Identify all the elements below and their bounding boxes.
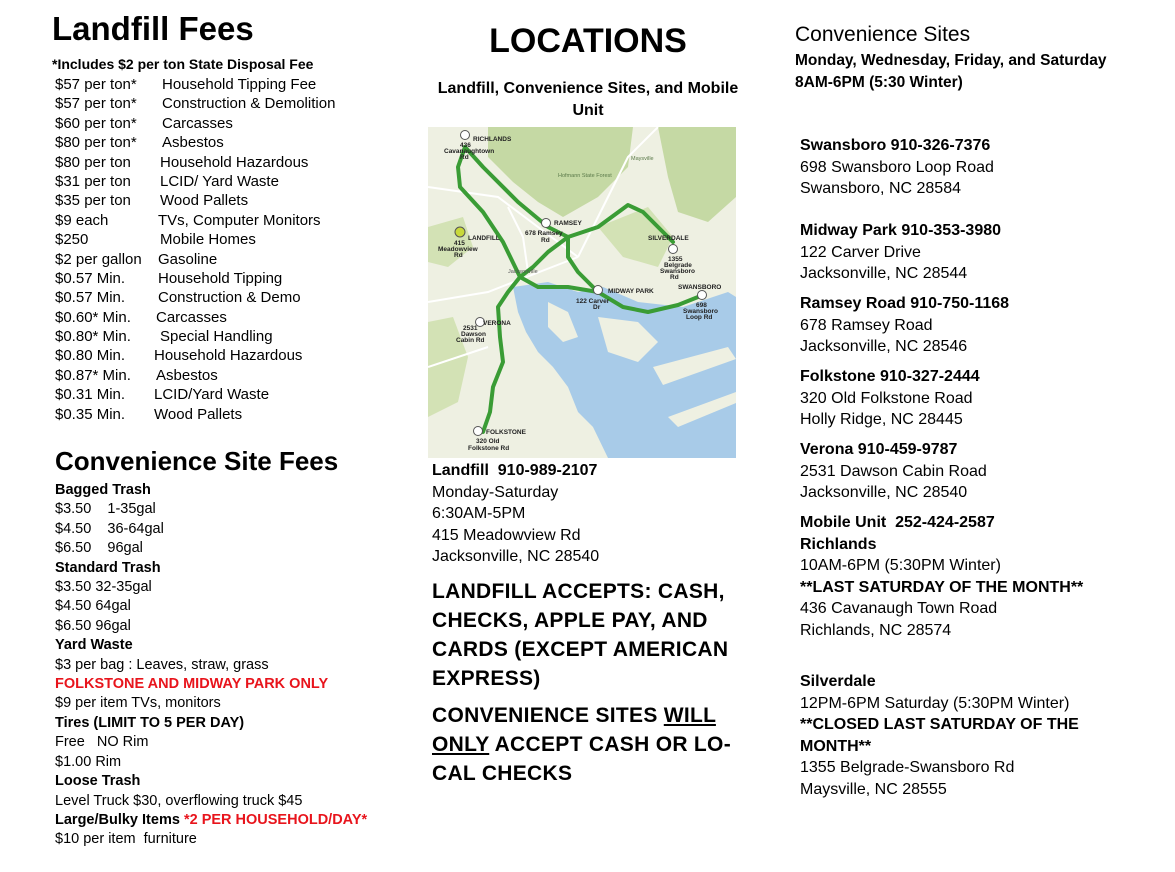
fee-description: Wood Pallets xyxy=(160,192,249,210)
fee-description: TVs, Computer Monitors xyxy=(158,211,321,229)
site-head: Verona 910-459-9787 xyxy=(800,441,958,458)
fee-row xyxy=(52,366,392,385)
fee-row xyxy=(52,114,392,133)
map-label: 698 xyxy=(696,302,707,309)
mobile-unit-phone: Mobile Unit 252-424-2587 xyxy=(800,514,995,531)
map-label: 122 Carver xyxy=(576,298,610,305)
site-block xyxy=(800,135,994,200)
mobile-unit-block xyxy=(800,512,1170,641)
map-label: Rd xyxy=(454,252,463,259)
yard-waste-title: Yard Waste xyxy=(55,637,133,654)
landfill-payment-notice: LANDFILL ACCEPTS: CASH, CHECKS, APPLE PAY, AND CARDS (EXCEPT AMERICAN EXPRESS) xyxy=(432,580,729,690)
map-label: 2531 xyxy=(463,325,478,332)
ramsey-marker xyxy=(542,219,551,228)
map-label: Rd xyxy=(541,237,550,244)
site-city: Jacksonville, NC 28544 xyxy=(800,265,968,282)
fee-description: Construction & Demo xyxy=(158,289,301,307)
fee-row xyxy=(52,269,392,288)
fee-row xyxy=(52,191,392,210)
silverdale-title: Silverdale xyxy=(800,673,876,690)
midway-marker xyxy=(594,286,603,295)
fee-price: $80 per ton* xyxy=(55,134,137,152)
fee-row xyxy=(52,385,392,404)
silverdale-note: **CLOSED LAST SATURDAY OF THE MONTH** xyxy=(800,716,1079,755)
fee-row xyxy=(52,172,392,191)
silverdale-marker xyxy=(669,245,678,254)
fee-description: Wood Pallets xyxy=(154,405,243,423)
convenience-fees xyxy=(55,446,395,850)
fee-row xyxy=(52,308,392,327)
map-label: Dr xyxy=(593,304,601,311)
landfill-fee-list xyxy=(52,75,392,424)
fee-price: $31 per ton xyxy=(55,172,131,190)
swansboro-marker xyxy=(698,291,707,300)
bagged-row: $4.50 36-64gal xyxy=(55,520,164,537)
conv-notice-only: ONLY xyxy=(432,733,490,756)
fee-price: $0.57 Min. xyxy=(55,269,126,287)
map-label: Rd xyxy=(670,274,679,281)
bagged-trash-title: Bagged Trash xyxy=(55,482,151,498)
richlands-title: Richlands xyxy=(800,535,877,553)
site-block xyxy=(800,293,1009,358)
map-label-verona: VERONA xyxy=(483,320,511,327)
fee-price: $57 per ton* xyxy=(55,76,137,93)
fee-row xyxy=(52,133,392,152)
conv-notice-part1: CONVENIENCE SITES xyxy=(432,704,664,727)
fee-price: $57 per ton* xyxy=(55,95,137,113)
landfill-phone: Landfill 910-989-2107 xyxy=(432,462,598,479)
site-city: Jacksonville, NC 28546 xyxy=(800,338,968,355)
map-label: Meadowview xyxy=(438,246,478,253)
yard-waste-note: FOLKSTONE AND MIDWAY PARK ONLY xyxy=(55,676,329,693)
map-label-ramsey: RAMSEY xyxy=(554,220,582,227)
map-label: Loop Rd xyxy=(686,314,713,321)
map-label: 1355 xyxy=(668,256,683,263)
folkstone-marker xyxy=(474,427,483,436)
fee-row xyxy=(52,327,392,346)
fee-price: $60 per ton* xyxy=(55,114,137,132)
fee-price: $80 per ton xyxy=(55,153,131,171)
landfill-city: Jacksonville, NC 28540 xyxy=(432,548,600,565)
fee-row xyxy=(52,153,392,172)
bagged-row: $6.50 96gal xyxy=(55,540,143,557)
fee-description: Household Hazardous xyxy=(154,347,303,365)
tires-title: Tires (LIMIT TO 5 PER DAY) xyxy=(55,714,245,731)
fee-description: LCID/Yard Waste xyxy=(154,386,270,404)
bulky-items-title: Large/Bulky Items xyxy=(55,811,180,828)
site-addr: 678 Ramsey Road xyxy=(800,316,933,334)
standard-trash-title: Standard Trash xyxy=(55,559,161,576)
map-label: Belgrade xyxy=(664,262,692,269)
fee-price: $0.57 Min. xyxy=(55,289,126,307)
landfill-info xyxy=(432,460,752,568)
map-label-jacksonville: Jacksonville xyxy=(508,269,538,275)
site-addr: 698 Swansboro Loop Road xyxy=(800,158,994,176)
site-city: Swansboro, NC 28584 xyxy=(800,180,961,197)
bulky-items-note: *2 PER HOUSEHOLD/DAY* xyxy=(183,811,368,828)
map-label: Swansboro xyxy=(660,268,696,275)
map-label: 436 xyxy=(460,142,471,149)
site-block xyxy=(800,220,1001,285)
map-label-hofmann: Hofmann State Forest xyxy=(558,173,612,179)
map-label: Cabin Rd xyxy=(456,337,485,344)
locations-title: LOCATIONS xyxy=(489,22,687,60)
fee-price: $0.60* Min. xyxy=(55,308,131,326)
richlands-hours: 10AM-6PM (5:30PM Winter) xyxy=(800,557,1001,574)
map-label: Cavanaughtown xyxy=(444,148,495,155)
yard-waste-price: $3 per bag : Leaves, straw, grass xyxy=(55,656,269,673)
fee-description: Household Hazardous xyxy=(160,153,309,171)
map-label-landfill: LANDFILL xyxy=(468,235,500,242)
fee-price: $2 per gallon xyxy=(55,250,142,268)
richlands-city: Richlands, NC 28574 xyxy=(800,621,952,639)
fee-description: LCID/ Yard Waste xyxy=(160,172,279,190)
landfill-fees-title: Landfill Fees xyxy=(52,10,254,47)
silverdale-hours: 12PM-6PM Saturday (5:30PM Winter) xyxy=(800,694,1070,712)
map-label: 320 Old xyxy=(476,438,500,445)
richlands-address: 436 Cavanaugh Town Road xyxy=(800,600,998,617)
fee-row xyxy=(52,211,392,230)
site-head: Midway Park 910-353-3980 xyxy=(800,222,1002,239)
map-label-silverdale: SILVERDALE xyxy=(648,235,689,242)
tires-row: $1.00 Rim xyxy=(55,753,122,770)
landfill-address: 415 Meadowview Rd xyxy=(432,526,581,544)
convenience-sites-title: Convenience Sites xyxy=(795,23,971,46)
standard-row: $4.50 64gal xyxy=(55,598,131,615)
fee-price: $0.87* Min. xyxy=(55,366,131,384)
standard-row: $6.50 96gal xyxy=(55,617,131,634)
tires-row: Free NO Rim xyxy=(55,734,149,751)
fee-description: Asbestos xyxy=(156,366,218,384)
fee-row xyxy=(52,94,392,113)
landfill-days: Monday-Saturday xyxy=(432,483,559,501)
map-label-swansboro: SWANSBORO xyxy=(678,284,722,291)
fee-price: $0.35 Min. xyxy=(55,405,126,423)
site-addr: 320 Old Folkstone Road xyxy=(800,389,973,407)
loose-trash-price: Level Truck $30, overflowing truck $45 xyxy=(55,792,303,809)
site-addr: 122 Carver Drive xyxy=(800,243,921,261)
convenience-payment-notice xyxy=(432,701,757,788)
silverdale-city: Maysville, NC 28555 xyxy=(800,780,947,798)
fee-description: Special Handling xyxy=(160,328,273,346)
map-label: 415 xyxy=(454,240,465,247)
convenience-sites-hours: 8AM-6PM (5:30 Winter) xyxy=(795,74,963,91)
convenience-sites-days: Monday, Wednesday, Friday, and Saturday xyxy=(795,52,1107,69)
site-block xyxy=(800,366,980,431)
fee-row xyxy=(52,250,392,269)
site-head: Ramsey Road 910-750-1168 xyxy=(800,295,1010,312)
fee-description: Carcasses xyxy=(162,114,233,132)
fee-price: $250 xyxy=(55,231,89,249)
standard-row: $3.50 32-35gal xyxy=(55,579,152,596)
map-label-richlands: RICHLANDS xyxy=(473,136,512,143)
fee-description: Household Tipping xyxy=(158,269,283,287)
map-label: Folkstone Rd xyxy=(468,445,510,452)
loose-trash-title: Loose Trash xyxy=(55,773,141,790)
richlands-marker xyxy=(461,131,470,140)
bulky-items-price: $10 per item furniture xyxy=(55,831,197,848)
fee-row xyxy=(52,288,392,307)
site-city: Holly Ridge, NC 28445 xyxy=(800,411,963,428)
fee-row xyxy=(52,75,392,94)
fee-price: $9 each xyxy=(55,211,109,229)
fee-description: Asbestos xyxy=(162,134,224,152)
site-head: Swansboro 910-326-7376 xyxy=(800,137,991,154)
state-fee-note: *Includes $2 per ton State Disposal Fee xyxy=(52,56,314,72)
conv-notice-part2: ACCEPT CASH OR LO-CAL CHECKS xyxy=(432,733,731,785)
map-label: Rd xyxy=(460,154,469,161)
fee-row xyxy=(52,346,392,365)
fee-description: Gasoline xyxy=(158,250,218,268)
bulky-items-line xyxy=(55,811,395,830)
fee-row xyxy=(52,405,392,424)
site-head: Folkstone 910-327-2444 xyxy=(800,368,980,385)
map-label: 678 Ramsey xyxy=(525,230,563,237)
site-block xyxy=(800,439,987,504)
site-addr: 2531 Dawson Cabin Road xyxy=(800,462,987,480)
tv-price: $9 per item TVs, monitors xyxy=(55,695,221,712)
map-label-folkstone: FOLKSTONE xyxy=(486,429,526,436)
silverdale-address: 1355 Belgrade-Swansboro Rd xyxy=(800,759,1015,776)
map-label: Swansboro xyxy=(683,308,719,315)
locations-subtitle: Landfill, Convenience Sites, and Mobile Unit xyxy=(437,80,739,119)
fee-description: Carcasses xyxy=(156,308,227,326)
map-label-maysville: Maysville xyxy=(631,156,654,162)
fee-description: Household Tipping Fee xyxy=(162,76,317,93)
fee-row xyxy=(52,230,392,249)
bagged-row: $3.50 1-35gal xyxy=(55,501,156,518)
fee-price: $0.80 Min. xyxy=(55,347,126,365)
landfill-hours: 6:30AM-5PM xyxy=(432,505,526,522)
landfill-marker xyxy=(455,227,465,237)
map-label-midway: MIDWAY PARK xyxy=(608,288,654,295)
site-city: Jacksonville, NC 28540 xyxy=(800,484,968,501)
fee-price: $0.80* Min. xyxy=(55,328,131,346)
locations-map xyxy=(428,127,736,458)
conv-notice-will: WILL xyxy=(663,704,716,727)
map-label: Dawson xyxy=(461,331,486,338)
convenience-fees-title: Convenience Site Fees xyxy=(55,446,339,476)
fee-price: $35 per ton xyxy=(55,192,131,210)
silverdale-block xyxy=(800,671,1100,800)
fee-description: Mobile Homes xyxy=(160,231,256,249)
fee-price: $0.31 Min. xyxy=(55,386,126,404)
fee-description: Construction & Demolition xyxy=(162,95,336,113)
richlands-note: **LAST SATURDAY OF THE MONTH** xyxy=(800,578,1084,596)
